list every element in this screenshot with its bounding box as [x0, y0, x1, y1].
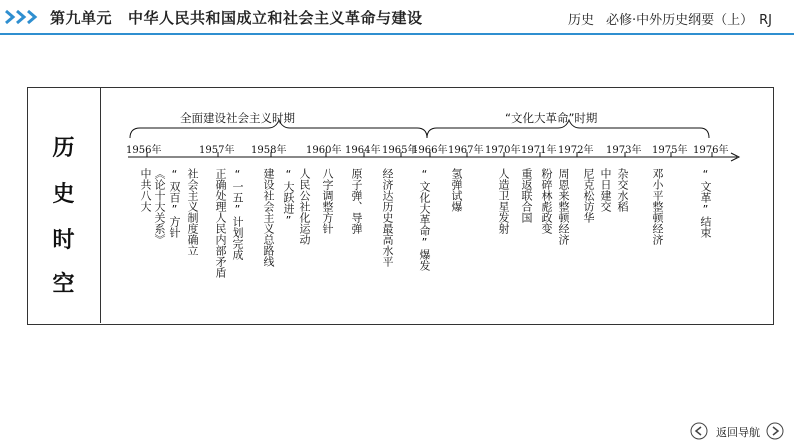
period-label-cultural-revolution: “文化大革命”时期 — [505, 111, 598, 125]
brace-cultural-revolution — [427, 120, 709, 138]
nav-label[interactable]: 返回导航 — [716, 426, 760, 439]
brace-construction — [130, 120, 427, 138]
event-label: 人民公社化运动 — [298, 168, 311, 245]
event-label: 氢弹试爆 — [450, 168, 463, 212]
next-arrow-icon[interactable] — [766, 422, 784, 440]
sidebar-char: 历 — [52, 136, 75, 161]
sidebar-char: 时 — [52, 228, 75, 253]
year-label: 1964年 — [345, 145, 381, 156]
subject-label: 历史 — [567, 13, 594, 28]
event-label: 粉碎林彪政变 — [540, 168, 553, 234]
event-label: “文革”结束 — [699, 168, 712, 238]
event-label: “文化大革命”爆发 — [418, 168, 431, 271]
event-label: 经济达历史最高水平 — [381, 168, 394, 267]
year-label: 1971年 — [521, 145, 557, 156]
event-label: 周恩来整顿经济 — [557, 168, 570, 245]
year-label: 1976年 — [693, 145, 729, 156]
event-label: 中共八大 — [139, 168, 152, 212]
year-label: 1970年 — [485, 145, 521, 156]
year-label: 1966年 — [412, 145, 448, 156]
event-label: 建设社会主义总路线 — [262, 168, 275, 267]
edition-label: RJ — [759, 13, 772, 28]
event-label: 杂交水稻 — [616, 168, 629, 212]
event-label: 社会主义制度确立 — [186, 168, 199, 256]
event-label: 正确处理人民内部矛盾 — [214, 168, 227, 278]
event-label: “双百”方针 — [168, 168, 181, 238]
year-label: 1957年 — [199, 145, 235, 156]
unit-label: 第九单元 — [50, 9, 113, 27]
prev-arrow-icon[interactable] — [690, 422, 708, 440]
year-label: 1972年 — [558, 145, 594, 156]
event-label: 尼克松访华 — [582, 168, 595, 223]
event-label: 人造卫星发射 — [497, 168, 510, 234]
unit-title: 中华人民共和国成立和社会主义革命与建设 — [128, 9, 423, 27]
sidebar-char: 史 — [52, 182, 75, 207]
event-label: 重返联合国 — [520, 168, 533, 223]
sidebar-char: 空 — [52, 272, 75, 297]
event-label: 中日建交 — [599, 168, 612, 212]
year-label: 1973年 — [606, 145, 642, 156]
year-label: 1975年 — [652, 145, 688, 156]
book-label: 必修·中外历史纲要（上） — [605, 13, 754, 28]
year-label: 1967年 — [448, 145, 484, 156]
year-label: 1958年 — [251, 145, 287, 156]
event-label: “一五”计划完成 — [231, 168, 244, 260]
year-label: 1965年 — [382, 145, 418, 156]
event-label: 原子弹、导弹 — [350, 168, 363, 234]
event-label: 邓小平整顿经济 — [651, 168, 664, 245]
year-label: 1956年 — [126, 145, 162, 156]
event-label: 八字调整方针 — [321, 168, 334, 234]
year-label: 1960年 — [306, 145, 342, 156]
period-label-construction: 全面建设社会主义时期 — [180, 111, 295, 125]
event-label: 《论十大关系》 — [153, 168, 166, 245]
event-label: “大跃进” — [282, 168, 295, 227]
